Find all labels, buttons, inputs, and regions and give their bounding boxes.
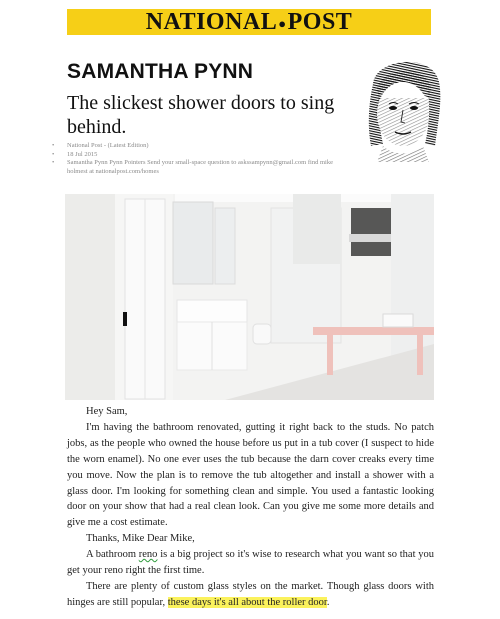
letter-body [67, 404, 434, 611]
letter-signoff: Thanks, Mike Dear Mike, [86, 533, 195, 545]
author-name: SAMANTHA PYNN [67, 60, 254, 83]
headline: The slickest shower doors to sing behind. [67, 92, 335, 138]
masthead-logo: NATIONAL●POST [145, 9, 353, 35]
bathroom-photo [65, 194, 434, 400]
article-meta [52, 142, 352, 176]
reply-paragraph-1: A bathroom reno is a big project so it's wise to research what you want so that you get your reno right the first time. [67, 549, 434, 577]
masthead [67, 9, 431, 35]
meta-byline: • Samantha Pynn Pynn Pointers Send your small-space question to askssampynn@gmail.com find mike holmest at nationalpost.com/homes [52, 159, 352, 176]
highlighted-text: these days it's all about the roller door [167, 596, 327, 608]
meta-source: • National Post - (Latest Edition) [52, 142, 352, 151]
reply-paragraph-2: There are plenty of custom glass styles on the market. Though glass doors with hinges are still popular, these days it's all about the roller door. [67, 580, 434, 608]
spellcheck-word: reno [138, 549, 158, 561]
door-latch [123, 312, 127, 326]
pink-bench [313, 327, 434, 335]
meta-date: • 18 Jul 2015 [52, 151, 352, 160]
letter-question: I'm having the bathroom renovated, gutting it right back to the studs. No patch jobs, as the people who owned the house before us put in a tub cover (I suspect to hide the worn enamel). No one ever uses the tub because the darn cover creaks every time you move. Now the plan is to remove the tub altogether and install a shower with a glass door. I'm looking for something clean and simple. You used a fantastic looking door on your show that had a real clean look. Can you give me some more details and give me a cost estimate. [67, 421, 434, 529]
author-portrait-illustration [343, 46, 463, 166]
letter-greeting: Hey Sam, [86, 406, 128, 417]
